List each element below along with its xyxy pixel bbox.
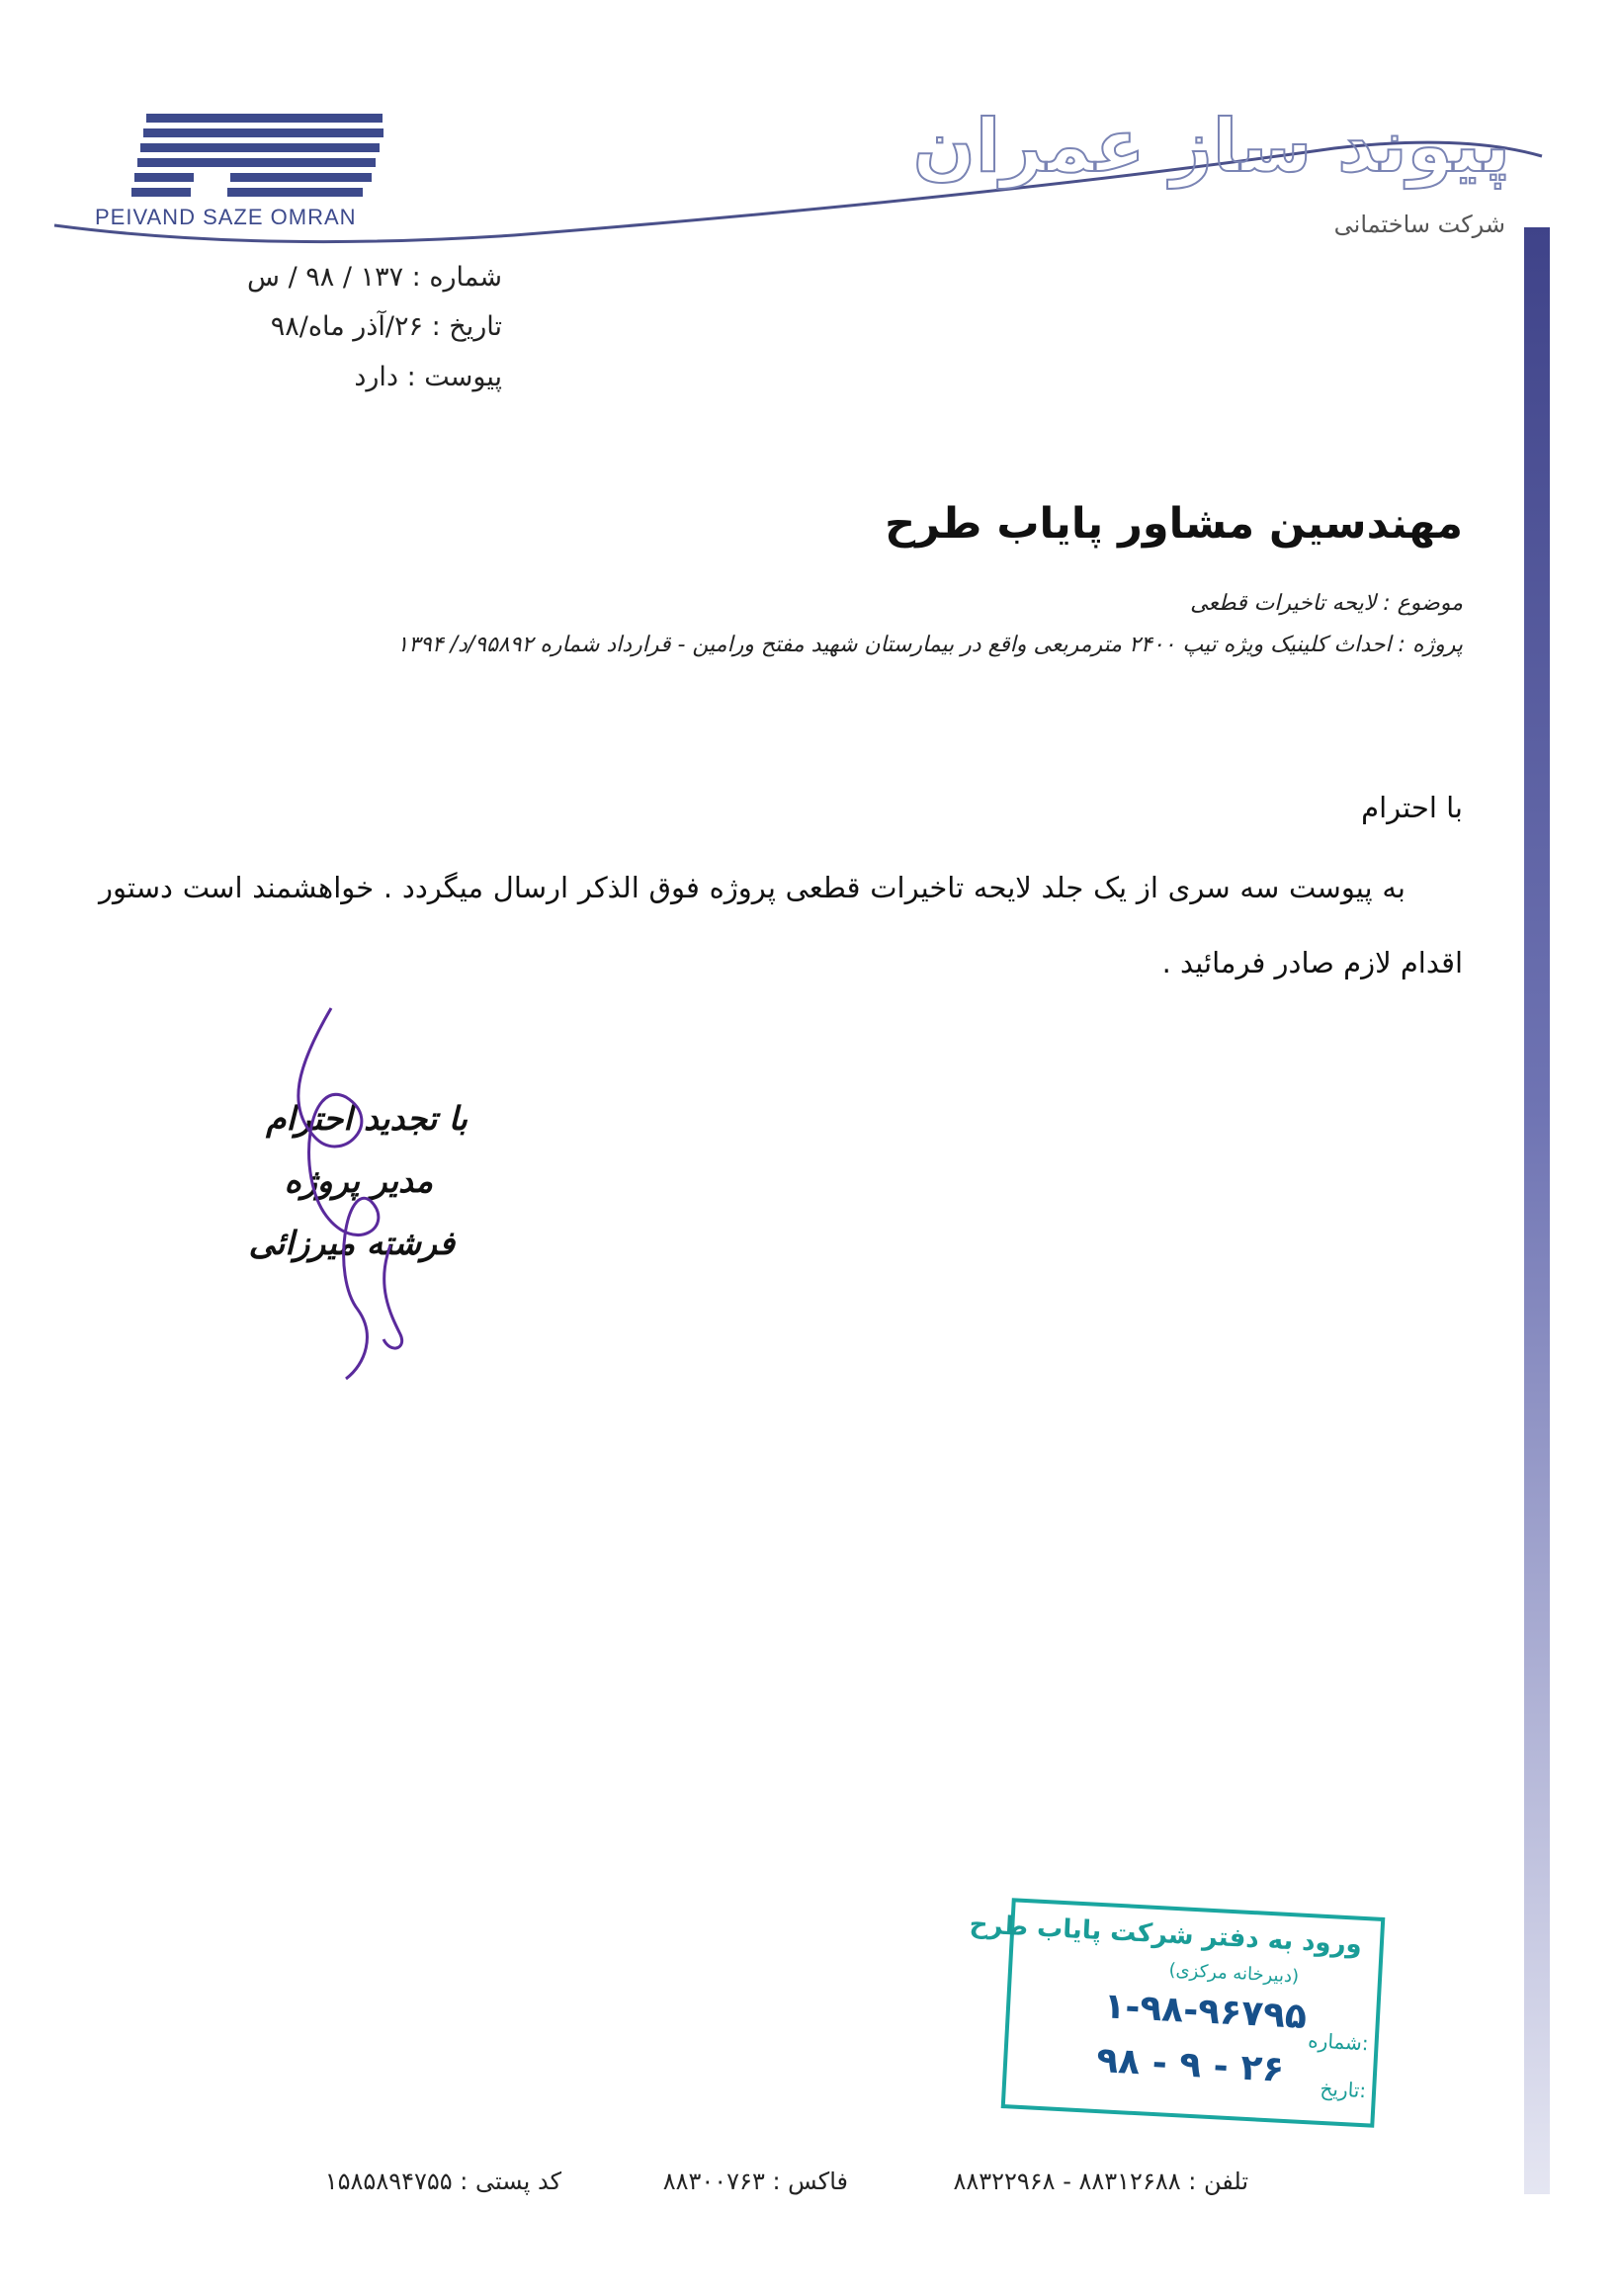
stamp-number-label: شماره: [1307, 2028, 1370, 2056]
stamp-subtitle: (دبیرخانه مرکزی) [1168, 1959, 1300, 1988]
footer-fax-label: فاکس : [772, 2168, 848, 2195]
addressee: مهندسین مشاور پایاب طرح [885, 499, 1463, 549]
footer-postal-value: ۱۵۸۵۸۹۴۷۵۵ [324, 2168, 453, 2195]
brand-tagline: شرکت ساختمانی [1333, 211, 1505, 238]
footer-fax-value: ۸۸۳۰۰۷۶۳ [662, 2168, 765, 2195]
signature-title: مدیر پروژه [284, 1161, 433, 1200]
brand-name: پیوند ساز عمران [912, 104, 1510, 189]
meta-date-label: تاریخ : [431, 311, 502, 342]
meta-date-value: ۲۶/آذر ماه/۹۸ [270, 311, 423, 342]
stamp-date-value: ۹۸ - ۹ - ۲۶ [1095, 2039, 1286, 2090]
footer-phone [953, 2168, 1248, 2195]
logo-caption: PEIVAND SAZE OMRAN [95, 205, 357, 229]
subject-line: موضوع : لایحه تاخیرات قطعی [1190, 591, 1463, 616]
footer-fax [663, 2168, 848, 2195]
greeting: با احترام [1361, 791, 1463, 824]
stamp-number-value: ۱-۹۸-۹۶۷۹۵ [1102, 1986, 1309, 2037]
footer-phone-value: ۸۸۳۱۲۶۸۸ - ۸۸۳۲۲۹۶۸ [953, 2168, 1181, 2195]
signature-name: فرشته میرزائی [248, 1224, 455, 1262]
meta-attachment-label: پیوست : [406, 362, 502, 392]
meta-attachment-value: دارد [354, 362, 398, 392]
letter-body: به پیوست سه سری از یک جلد لایحه تاخیرات قطعی پروژه فوق الذکر ارسال میگردد . خواهشمند است دستور اقدام لازم صادر فرمائید . [99, 871, 1463, 979]
meta-number-label: شماره : [411, 262, 502, 293]
signature-closing: با تجدید احترام [266, 1099, 468, 1138]
stamp-date-label: تاریخ: [1320, 2076, 1367, 2103]
stamp-title: ورود به دفتر شرکت پایاب طرح [969, 1910, 1363, 1960]
footer-postal-label: کد پستی : [460, 2168, 561, 2195]
meta-number-value: ۱۳۷ / ۹۸ / س [247, 262, 404, 293]
footer-phone-label: تلفن : [1188, 2168, 1248, 2195]
footer-postal [325, 2168, 561, 2195]
received-stamp [969, 1898, 1386, 2127]
project-line: پروژه : احداث کلینیک ویژه تیپ ۲۴۰۰ مترمربعی واقع در بیمارستان شهید مفتح ورامین - قرارداد شماره ۹۵۸۹۲/د/ ۱۳۹۴ [396, 633, 1463, 657]
